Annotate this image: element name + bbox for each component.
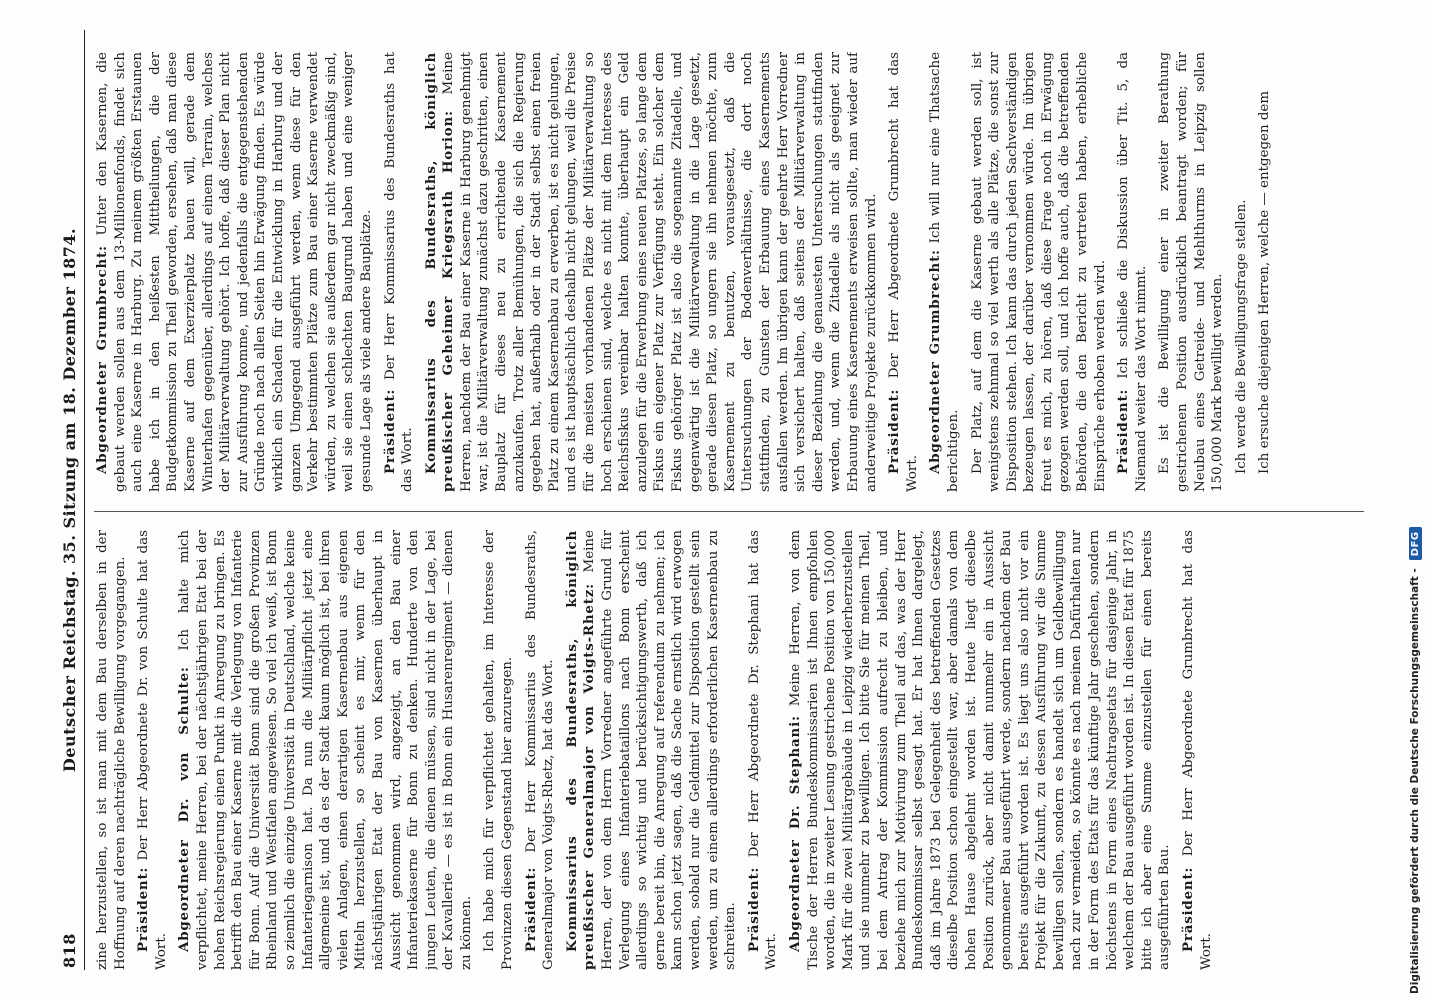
speaker-name: Präsident: — [381, 388, 398, 474]
running-title: Deutscher Reichstag. 35. Sitzung am 18. Dezember 1874. — [60, 227, 79, 773]
speaker-name: Abgeordneter Dr. Stephani: — [786, 715, 803, 952]
left-column — [94, 530, 1374, 970]
paragraph — [523, 530, 558, 970]
paragraph-text: Ich werde die Bewilligungsfrage stellen. — [1233, 199, 1249, 474]
digitization-credit — [1404, 4, 1426, 994]
paragraph-text: Unter den Kasernen, die gebaut werden sollen aus dem 13-Millionenfonds, findet sich auch eine Kaserne in Harburg. Zu meinem größten Erstaunen habe ich in den heißesten Mittheilungen, die der Budgetkommission zu Theil geworden, ersehen, daß man diese Kaserne auf dem Exerzierplatz bauen will, gerade dem Winterhafen gegenüber, allerdings auf einem Terrain, welches der Militärverwaltung gehört. Ich hoffe, daß dieser Plan nicht zur Ausführung komme, und jedenfalls die entgegenstehenden Gründe noch nach allen Seiten hin Erwägung finden. Es würde wirklich ein Schaden für die Entwicklung in Harburg und der ganzen Umgegend ausgeführt werden, wenn diese für den Verkehr bestimmten Plätze zum Bau einer Kaserne verwendet würden, zu welchen sie außerdem gar nicht zweckmäßig sind, weil sie einen schlechten Baugrund haben und eine weniger gesunde Lage als viele andere Bauplätze. — [95, 52, 374, 492]
paragraph-text: Ich halte mich verpflichtet, meine Herren, bei der nächstjährigen Etat bei der hohen Reichsregierung einen Punkt in Anregung zu bringen. Es betrifft den Bau einer Kaserne mit die Verlegung von Infanterie für Bonn. Auf die Universität Bonn sind die großen Provinzen Rheinland und Westfalen angewiesen. So viel ich weiß, ist Bonn so ziemlich die einzige Universität in Deutschland, welche keine Infanteriegarnison hat. Da nun die Militärpflicht jetzt eine allgemeine ist, und da es der Stadt kaum möglich ist, bei ihren vielen Anlagen, einen derartigen Kasernenbau aus eigenen Mitteln herzustellen, so scheint es mir, wenn für den nächstjährigen Etat der Bau von Kasernen überhaupt in Aussicht genommen wird, angezeigt, an den Bau einer Infanteriekaserne für Bonn zu denken. Hunderte von den jungen Leuten, die dienen müssen, sind nicht in der Lage, bei der Kavallerie — es ist in Bonn ein Husarenregiment — dienen zu können. — [177, 530, 474, 970]
speaker-name: Präsident: — [135, 866, 152, 952]
paragraph — [135, 530, 170, 970]
paragraph — [94, 52, 376, 492]
paragraph-text: Der Herr Kommissarius des Bundesraths hat das Wort. — [382, 52, 416, 492]
paragraph-text: Der Herr Abgeordnete Dr. Stephani hat das Wort. — [746, 530, 780, 970]
page-header — [58, 30, 85, 970]
paragraph-text: Meine Herren, von dem Tische der Herren Bundeskommissarien ist Ihnen empfohlen worden, die in zweiter Lesung gestrichene Position von 150,000 Mark für die zwei Militärgebäude in Leipzig wiederherzustellen und sie nunmehr zu bewilligen. Ich bitte Sie für meinen Theil, bei dem Antrag der Kommission aufrecht zu bleiben, und beziehe mich zur Motivirung zum Theil auf das, was der Herr Bundeskommissar selbst gesagt hat. Er hat Ihnen dargelegt, daß im Jahre 1873 bei Gelegenheit des betreffenden Gesetzes dieselbe Position schon eingestellt war, aber damals von dem hohen Hause abgelehnt worden ist. Heute liegt dieselbe Position zurück, aber nicht damit nunmehr ein in Aussicht genommener Bau ausgeführt werde, sondern nachdem der Bau bereits ausgeführt worden ist. Es liegt uns also nicht vor ein Projekt für die Zukunft, zu dessen Ausführung wir die Summe bewilligen sollen, sondern es handelt sich um Geldbewilligung nach zur vermeiden, so könnte es nach meinen Dafürhalten nur in der Form des Etats für das künftige Jahr geschehen, sondern höchstens in Form eines Nachtragsetats für dasjenige Jahr, in welchem der Bau ausgeführt worden ist. In diesen Etat für 1875 bitte ich aber eine Summe einzustellen für einen bereits ausgeführten Bau. — [787, 530, 1173, 970]
speaker-name: Präsident: — [886, 388, 903, 474]
speaker-name: Kommissarius des Bundesraths, königlich preußischer Generalmajor von Voigts-Rhetz: — [563, 530, 598, 970]
speaker-name: Präsident: — [745, 866, 762, 952]
paragraph — [969, 52, 1110, 492]
paragraph — [787, 530, 1174, 970]
speaker-name: Kommissarius des Bundesraths, königlich preußischer Geheimer Kriegsrath Horion: — [422, 52, 457, 492]
right-column — [94, 52, 1374, 492]
paragraph — [1256, 52, 1274, 492]
paragraph — [564, 530, 740, 970]
paragraph-text: Der Herr Kommissarius des Bundesraths, Generalmajor von Voigts-Rhetz, hat das Wort. — [523, 530, 557, 970]
paragraph — [176, 530, 475, 970]
speaker-name: Präsident: — [1115, 388, 1132, 474]
speaker-name: Präsident: — [1180, 866, 1197, 952]
paragraph-text: Ich habe mich für verpflichtet gehalten, im Interesse der Provinzen diesen Gegenstand hier anzuregen. — [482, 530, 516, 970]
paragraph-text: Der Platz, auf dem die Kaserne gebaut werden soll, ist wenigstens zehnmal so viel werth als alle Plätze, die sonst zur Disposition stehen. Ich kann das durch jeden Sachverständigen bezeugen lassen, der darüber vernommen würde. Im übrigen freut es mich, zu hören, daß diese Frage noch in Erwägung gezogen werden soll, und ich hoffe auch, daß die betreffenden Behörden, die den Bericht zu vertreten haben, erhebliche Einsprüche erhoben werden wird. — [969, 52, 1108, 492]
paragraph-text: Ich will nur eine Thatsache berichtigen. — [928, 52, 961, 492]
paragraph-text: Meine Herren, der von dem Herrn Vorredner angeführte Grund für Verlegung eines Infanteriebataillons nach Bonn erscheint allerdings so wichtig und berücksichtigungswerth, daß ich gerne bereit bin, die Anregung auf referendum zu nehmen; ich kann schon jetzt sagen, daß die Sache ernstlich wird erwogen werden, sobald nur die Geldmittel zur Disposition gestellt sein werden, um zu einem allerdings erforderlichen Kasernenbau zu schreiten. — [582, 530, 739, 970]
dfg-logo: DFG — [1409, 527, 1422, 560]
paragraph — [1233, 52, 1251, 492]
paragraph-text: Der Herr Abgeordnete Grumbrecht hat das Wort. — [887, 52, 920, 492]
rotated-printed-page — [58, 30, 1388, 970]
paragraph-text: Der Herr Abgeordnete Dr. von Schulte hat das Wort. — [136, 530, 169, 970]
page-number: 818 — [60, 933, 79, 968]
paragraph — [481, 530, 516, 970]
paragraph-text: Ich schließe die Diskussion über Tit. 5, da Niemand weiter das Wort nimmt. — [1116, 52, 1149, 492]
credit-text: Digitalisierung gefördert durch die Deutsche Forschungsgemeinschaft - — [1409, 568, 1421, 994]
speaker-name: Abgeordneter Grumbrecht: — [927, 249, 944, 474]
paragraph-text: Es ist die Bewilligung einer in zweiter Berathung gestrichenen Position ausdrücklich beantragt worden; für Neubau eines Getreide- und Mehlthurms in Leipzig sollen 150,000 Mark bewilligt werden. — [1157, 52, 1226, 492]
paragraph-text: Ich ersuche diejenigen Herren, welche — entgegen dem — [1257, 90, 1273, 474]
paragraph-text: Meine Herren, nachdem der Bau einer Kaserne in Harburg genehmigt war, ist die Militärverwaltung zunächst dazu geschritten, einen Bauplatz für dieses neu zu errichtende Kasernement anzukaufen. Trotz aller Bemühungen, die sich die Regierung gegeben hat, außerhalb oder in der Stadt selbst einen freien Platz zu einem Kasernenbau zu erwerben, ist es nicht gelungen, und es ist hauptsächlich deshalb nicht gelungen, weil die Preise für die meisten vorhandenen Plätze der Militärverwaltung so hoch erschienen sind, welche es nicht mit dem Interesse des Reichsfiskus vereinbar halten konnte, überhaupt ein Geld anzulegen für die Erwerbung eines neuen Platzes, so lange dem Fiskus ein eigener Platz zur Verfügung steht. Ein solcher dem Fiskus gehöriger Platz ist also die sogenannte Zitadelle, und gegenwärtig ist die Militärverwaltung in die Lage gesetzt, gerade diesen Platz, so ungern sie ihn nehmen möchte, zum Kasernement zu benutzen, vorausgesetzt, daß die Untersuchungen der Bodenverhältnisse, die dort noch stattfinden, zu Gunsten der Erbauung eines Kasernements ausfallen werden. Im übrigen kann der geehrte Herr Vorredner sich versichert halten, daß seitens der Militärverwaltung in dieser Beziehung die genauesten Untersuchungen stattfinden werden, und, wenn die Zitadelle als nicht als geeignet zur Erbauung eines Kasernements erweisen sollte, man wieder auf anderweitige Projekte zurückkommen wird. — [441, 52, 879, 492]
paragraph — [1156, 52, 1226, 492]
paragraph — [94, 530, 129, 970]
paragraph — [1115, 52, 1150, 492]
paragraph — [382, 52, 417, 492]
paragraph — [927, 52, 962, 492]
speaker-name: Abgeordneter Grumbrecht: — [94, 245, 110, 474]
paragraph — [746, 530, 781, 970]
paragraph — [1180, 530, 1215, 970]
column-divider — [94, 511, 1364, 512]
speaker-name: Präsident: — [522, 866, 539, 952]
paragraph-text: Der Herr Abgeordnete Grumbrecht hat das Wort. — [1181, 530, 1214, 970]
speaker-name: Abgeordneter Dr. von Schulte: — [176, 666, 193, 952]
paragraph-text: zine herzustellen, so ist man mit dem Bau derselben in der Hoffnung auf deren nachträgliche Bewilligung vorgegangen. — [95, 530, 128, 970]
paragraph — [886, 52, 921, 492]
paragraph — [423, 52, 880, 492]
